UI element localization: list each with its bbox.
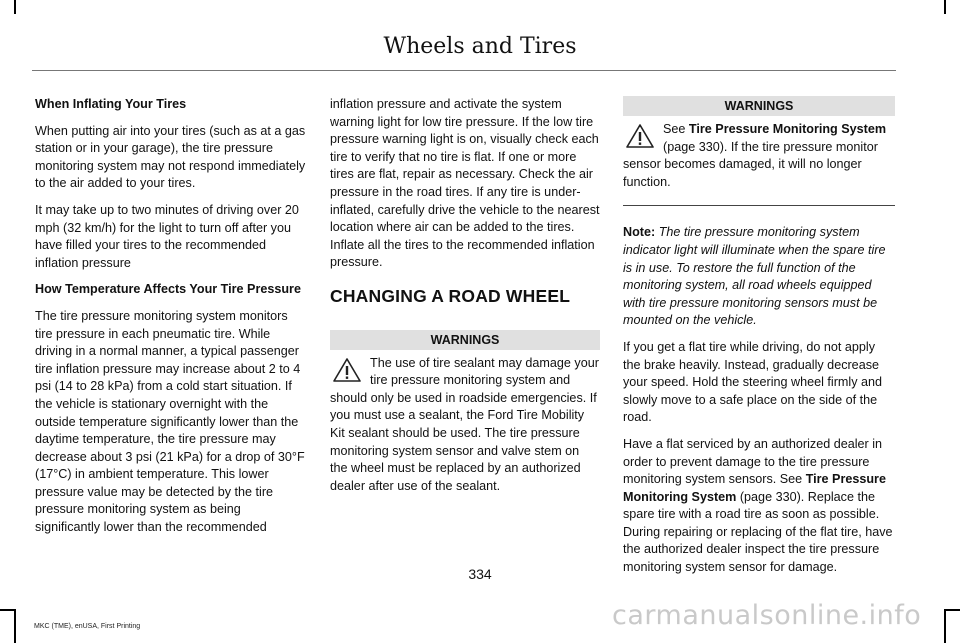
- page-title: Wheels and Tires: [383, 34, 577, 59]
- section-title: CHANGING A ROAD WHEEL: [330, 285, 571, 306]
- link-tire-pressure-monitoring[interactable]: Tire Pressure Monitoring System: [623, 472, 886, 504]
- paragraph: inflation pressure and activate the system warning light for low tire pressure. If the low tire pressure warning light is on, visually check each tire to verify that no tire is flat. If one or more tires are flat, repair as necessary. Check the air pressure in the road tires. If any tire is under-inflated, carefully drive the vehicle to the nearest location where air can be added to the tires. Inflate all the tires to the recommended inflation pressure.: [330, 97, 600, 270]
- note: [623, 224, 895, 330]
- column-1: [35, 96, 307, 546]
- paragraph-text-pre: Have a flat serviced by an authorized dealer in order to prevent damage to the tire pressure monitoring system sensors. See: [623, 436, 883, 487]
- warning-triangle-icon: [332, 357, 362, 383]
- warnings-header: WARNINGS: [330, 330, 600, 350]
- warning-divider: [623, 205, 895, 206]
- crop-mark-bottom-left-h: [0, 609, 14, 611]
- paragraph: The tire pressure monitoring system monitors tire pressure in each pneumatic tire. While driving in a normal manner, a typical passenger tire inflation pressure may increase about 2 to 4 psi (14 to 28 kPa) from a cold start situation. If the vehicle is stationary overnight with the outside temperature significantly lower than the daytime temperature, the tire pressure may decrease about 3 psi (21 kPa) for a drop of 30°F (17°C) in ambient temperature. This lower pressure value may be detected by the tire pressure monitoring system as being significantly lower than the recommended: [35, 308, 305, 535]
- paragraph: [623, 436, 895, 577]
- note-text: The tire pressure monitoring system indicator light will illuminate when the spare tire is in use. To restore the full function of the monitoring system, all road wheels equipped with tire pressure monitoring sensors must be mounted on the vehicle.: [623, 225, 886, 328]
- warning-text: The use of tire sealant may damage your tire pressure monitoring system and should only be used in roadside emergencies. If you must use a sealant, the Ford Tire Mobility Kit sealant should be used. The tire pressure monitoring system sensor and valve stem on the wheel must be replaced by an authorized dealer after use of the sealant.: [330, 355, 599, 493]
- warnings-header: WARNINGS: [623, 96, 895, 116]
- paragraph: It may take up to two minutes of driving over 20 mph (32 km/h) for the light to turn off after you have filled your tires to the recommended inflation pressure: [35, 202, 299, 270]
- warning-text-pre: See: [663, 122, 686, 136]
- paragraph-text-post: (page 330). Replace the spare tire with a road tire as soon as possible. During repairing or replacing of the flat tire, have the authorized dealer inspect the tire pressure monitoring system sensor for damage.: [623, 489, 893, 575]
- footer-printing-info: MKC (TME), enUSA, First Printing: [34, 623, 141, 630]
- subheading-temperature: How Temperature Affects Your Tire Pressure: [35, 282, 301, 297]
- page-number: 334: [468, 566, 492, 582]
- watermark-logo: carmanualsonline.info: [612, 600, 922, 631]
- column-3: [623, 96, 895, 586]
- warning-triangle-icon: [625, 123, 655, 149]
- crop-mark-bottom-left-v: [14, 609, 16, 643]
- crop-mark-bottom-right-v: [944, 609, 946, 643]
- column-2: [330, 96, 600, 495]
- warning-text-post: (page 330). If the tire pressure monitor sensor becomes damaged, it will no longer function.: [623, 139, 878, 189]
- link-tire-pressure-monitoring[interactable]: Tire Pressure Monitoring System: [688, 122, 887, 136]
- paragraph: If you get a flat tire while driving, do not apply the brake heavily. Instead, gradually decrease your speed. Hold the steering wheel firmly and slowly move to a safe place on the side of the road.: [623, 339, 883, 425]
- subheading-inflating: When Inflating Your Tires: [35, 97, 187, 111]
- note-label: Note:: [623, 225, 656, 240]
- warning-block: [330, 355, 600, 496]
- header-divider: [32, 70, 896, 71]
- crop-mark-bottom-right-h: [946, 609, 960, 611]
- crop-mark-top-left-v: [14, 0, 16, 14]
- crop-mark-top-right-v: [944, 0, 946, 14]
- paragraph: When putting air into your tires (such as at a gas station or in your garage), the tire pressure monitoring system may not respond immediately to the air added to your tires.: [35, 123, 306, 191]
- warning-block: [623, 121, 895, 191]
